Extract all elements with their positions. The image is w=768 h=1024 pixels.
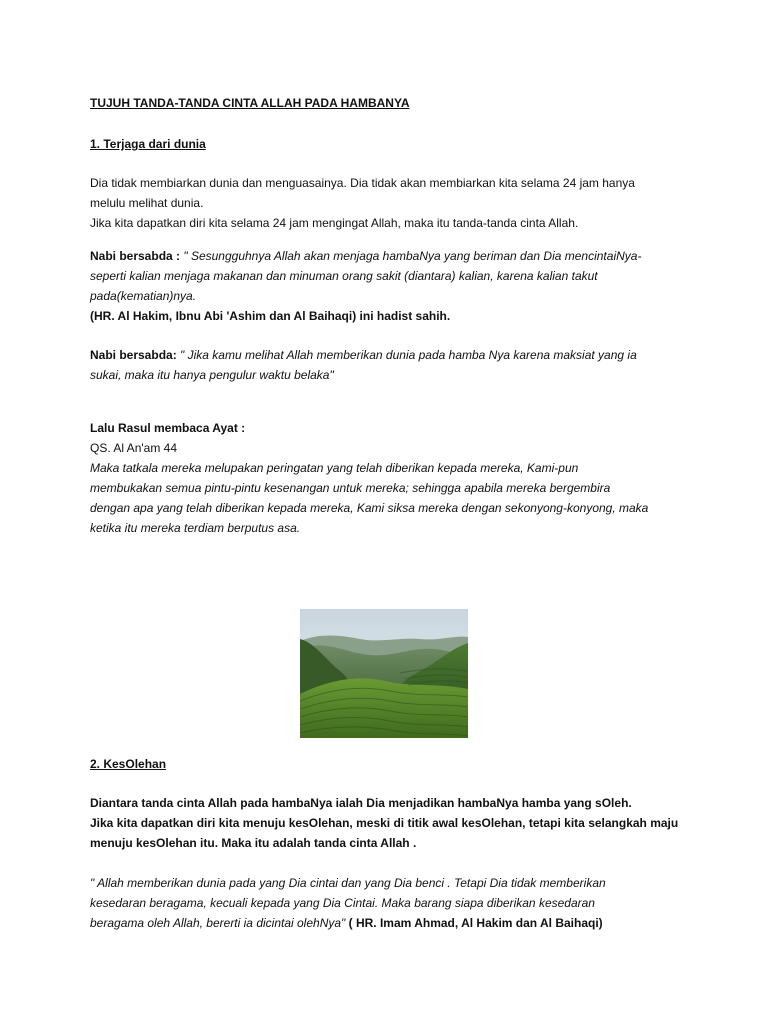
quote-text: beragama oleh Allah, bererti ia dicintai olehNya" [90, 916, 349, 930]
text-line: melulu melihat dunia. [90, 196, 204, 210]
ayat-block [90, 418, 690, 538]
ayat-text: dengan apa yang telah diberikan kepada mereka, Kami siksa mereka dengan sekonyong-konyong, maka [90, 501, 649, 515]
text-line: Jika kita dapatkan diri kita menuju kesOlehan, meski di titik awal kesOlehan, tetapi kita selangkah maju [90, 816, 679, 830]
tea-plantation-hills-photo [300, 609, 468, 738]
quote-text: kesedaran beragama, kecuali kepada yang Dia Cintai. Maka barang siapa diberikan kesedaran [90, 896, 595, 910]
landscape-illustration [300, 609, 468, 738]
hadith-text: seperti kalian menjaga makanan dan minuman orang sakit (diantara) kalian, karena kalian takut [90, 269, 598, 283]
document-title: TUJUH TANDA-TANDA CINTA ALLAH PADA HAMBANYA [90, 96, 410, 110]
hadith-1 [90, 246, 690, 326]
ayat-text: membukakan semua pintu-pintu kesenangan untuk mereka; sehingga apabila mereka bergembira [90, 481, 611, 495]
hadith-2 [90, 345, 690, 385]
section-1-paragraph [90, 173, 690, 233]
hadith-source: (HR. Al Hakim, Ibnu Abi 'Ashim dan Al Baihaqi) ini hadist sahih. [90, 309, 451, 323]
ayat-lead: Lalu Rasul membaca Ayat : [90, 421, 246, 435]
ayat-reference: QS. Al An'am 44 [90, 441, 178, 455]
hadith-text: pada(kematian)nya. [90, 289, 197, 303]
hadith-text: " Sesungguhnya Allah akan menjaga hambaNya yang beriman dan Dia mencintaiNya- [183, 249, 642, 263]
hadith-text: " Jika kamu melihat Allah memberikan dunia pada hamba Nya karena maksiat yang ia [180, 348, 637, 362]
hadith-lead: Nabi bersabda: [90, 348, 181, 362]
ayat-text: ketika itu mereka terdiam berputus asa. [90, 521, 301, 535]
ayat-text: Maka tatkala mereka melupakan peringatan yang telah diberikan kepada mereka, Kami-pun [90, 461, 579, 475]
text-line: menuju kesOlehan itu. Maka itu adalah tanda cinta Allah . [90, 836, 417, 850]
text-line: Diantara tanda cinta Allah pada hambaNya ialah Dia menjadikan hambaNya hamba yang sOleh. [90, 796, 632, 810]
hadith-lead: Nabi bersabda : [90, 249, 184, 263]
text-line: Dia tidak membiarkan dunia dan menguasainya. Dia tidak akan membiarkan kita selama 24 jam hanya [90, 176, 635, 190]
text-line: Jika kita dapatkan diri kita selama 24 jam mengingat Allah, maka itu tanda-tanda cinta Allah. [90, 216, 579, 230]
section-2-heading: 2. KesOlehan [90, 757, 167, 771]
section-2-paragraph [90, 793, 690, 853]
hadith-text: sukai, maka itu hanya pengulur waktu belaka" [90, 368, 334, 382]
quote-source: ( HR. Imam Ahmad, Al Hakim dan Al Baihaqi) [348, 916, 603, 930]
section-1-heading: 1. Terjaga dari dunia [90, 137, 206, 151]
quote-text: " Allah memberikan dunia pada yang Dia cintai dan yang Dia benci . Tetapi Dia tidak memberikan [90, 876, 606, 890]
quote-block [90, 873, 690, 933]
